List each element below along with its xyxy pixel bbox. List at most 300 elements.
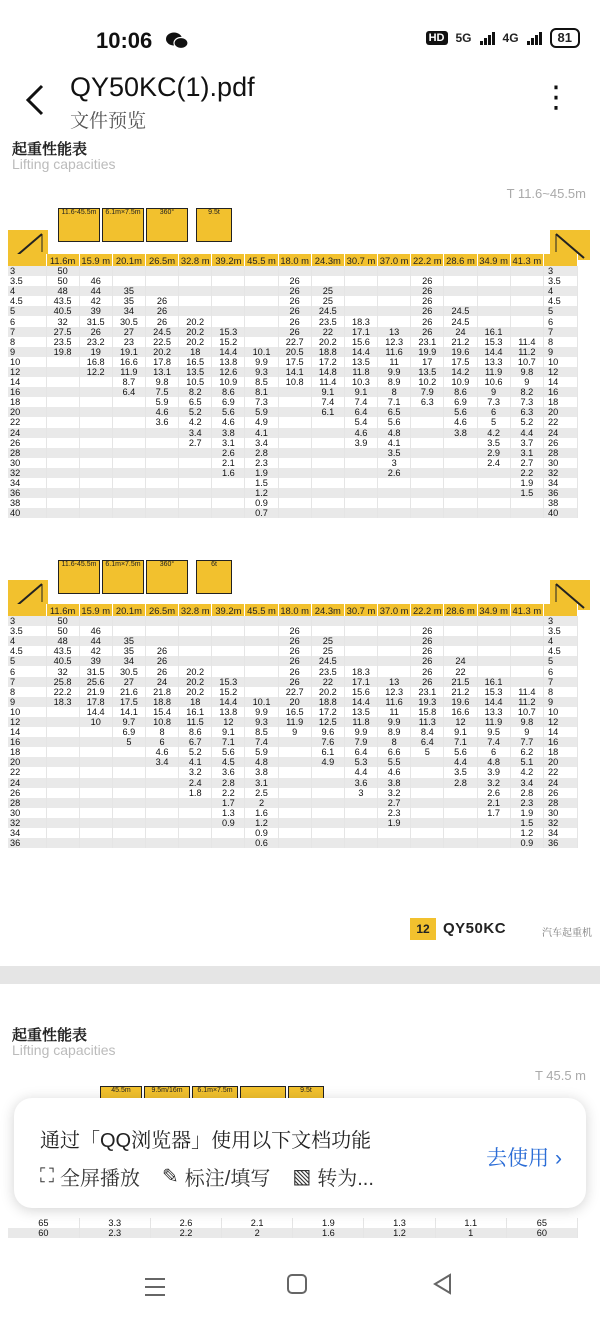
column-header: 11.6m	[46, 604, 79, 616]
capacity-cell: 26	[411, 276, 444, 286]
radius-cell: 10	[8, 707, 46, 717]
capacity-cell: 13.3	[477, 707, 510, 717]
capacity-cell	[444, 646, 477, 656]
capacity-cell	[378, 508, 411, 518]
table-row	[8, 616, 578, 626]
capacity-cell: 46	[79, 626, 112, 636]
radius-cell: 24	[544, 778, 578, 788]
capacity-cell: 14.4	[212, 347, 245, 357]
capacity-cell	[245, 677, 278, 687]
radius-cell: 24	[8, 428, 46, 438]
capacity-cell	[477, 636, 510, 646]
radius-cell: 3.5	[544, 276, 578, 286]
capacity-cell	[411, 616, 444, 626]
use-now-button[interactable]	[486, 1142, 562, 1172]
radius-cell: 16	[8, 387, 46, 397]
capacity-cell	[510, 276, 543, 286]
capacity-cell: 1.2	[364, 1228, 435, 1238]
capacity-cell: 7.4	[311, 397, 344, 407]
capacity-cell	[477, 468, 510, 478]
radius-cell: 18	[8, 397, 46, 407]
capacity-cell: 12.5	[311, 717, 344, 727]
capacity-cell	[278, 428, 311, 438]
radius-cell: 30	[8, 808, 46, 818]
radius-cell: 7	[8, 677, 46, 687]
capacity-cell: 7.4	[245, 737, 278, 747]
capacity-cell	[444, 276, 477, 286]
capacity-cell: 26	[278, 306, 311, 316]
capacity-cell: 15.2	[212, 687, 245, 697]
capacity-cell	[444, 636, 477, 646]
radius-cell: 34	[544, 828, 578, 838]
capacity-cell: 10.8	[145, 717, 178, 727]
capacity-cell: 1.5	[510, 818, 543, 828]
capacity-cell	[477, 828, 510, 838]
table-row	[8, 656, 578, 666]
radius-cell: 12	[8, 717, 46, 727]
annotate-label: 标注/填写	[184, 1168, 271, 1190]
capacity-cell: 8.5	[245, 727, 278, 737]
product-category: 汽车起重机	[542, 928, 592, 939]
radius-cell: 20	[544, 407, 578, 417]
capacity-cell: 10.9	[444, 377, 477, 387]
capacity-cell: 6	[477, 407, 510, 417]
capacity-cell	[311, 276, 344, 286]
capacity-cell: 9.9	[245, 357, 278, 367]
capacity-cell: 48	[46, 636, 79, 646]
capacity-cell: 21.2	[444, 687, 477, 697]
capacity-cell: 26	[278, 316, 311, 326]
capacity-cell: 4.6	[145, 407, 178, 417]
capacity-cell: 6.9	[212, 397, 245, 407]
outrigger-span-icon	[102, 560, 144, 594]
capacity-cell	[344, 798, 377, 808]
capacity-cell: 3.5	[444, 767, 477, 777]
capacity-cell: 17.5	[112, 697, 145, 707]
pdf-page-12	[0, 134, 600, 964]
capacity-cell: 26	[411, 677, 444, 687]
capacity-cell	[179, 478, 212, 488]
app-header	[0, 64, 600, 134]
convert-option[interactable]	[292, 1162, 374, 1191]
capacity-cell: 9.8	[145, 377, 178, 387]
table-row	[8, 296, 578, 306]
capacity-cell	[411, 757, 444, 767]
capacity-cell: 8	[145, 727, 178, 737]
document-viewer[interactable]	[0, 134, 600, 1260]
radius-cell: 28	[8, 448, 46, 458]
capacity-cell	[311, 818, 344, 828]
radius-cell: 22	[8, 767, 46, 777]
capacity-cell	[378, 266, 411, 276]
system-nav-bar	[0, 1260, 600, 1320]
capacity-cell: 44	[79, 286, 112, 296]
capacity-cell: 17.2	[311, 707, 344, 717]
capacity-cell	[46, 838, 79, 848]
radius-cell: 5	[8, 306, 46, 316]
capacity-cell: 2.2	[150, 1228, 221, 1238]
capacity-cell	[79, 428, 112, 438]
capacity-cell	[145, 778, 178, 788]
capacity-cell	[311, 417, 344, 427]
capacity-cell: 11.3	[411, 717, 444, 727]
capacity-cell	[278, 818, 311, 828]
capacity-cell: 20.5	[278, 347, 311, 357]
capacity-cell: 6.1	[311, 747, 344, 757]
capacity-cell	[245, 327, 278, 337]
radius-cell: 38	[8, 498, 46, 508]
capacity-cell	[510, 316, 543, 326]
capacity-cell: 26	[411, 646, 444, 656]
capacity-cell	[112, 448, 145, 458]
capacity-cell: 25	[311, 286, 344, 296]
capacity-cell	[344, 616, 377, 626]
capacity-cell	[510, 677, 543, 687]
table-row	[8, 347, 578, 357]
capacity-cell	[477, 498, 510, 508]
capacity-cell: 20.2	[311, 337, 344, 347]
capacity-cell: 5.4	[344, 417, 377, 427]
capacity-cell	[79, 488, 112, 498]
table-row	[8, 377, 578, 387]
capacity-cell	[411, 767, 444, 777]
capacity-cell: 5.6	[444, 407, 477, 417]
capacity-cell: 4.1	[245, 428, 278, 438]
capacity-cell: 10.1	[245, 347, 278, 357]
cond-label: 360°	[159, 209, 175, 216]
capacity-cell	[112, 767, 145, 777]
capacity-cell	[444, 828, 477, 838]
capacity-cell	[145, 458, 178, 468]
capacity-cell: 13	[378, 327, 411, 337]
cond-label: 6.1m×7.5m	[197, 1087, 233, 1094]
capacity-cell: 15.2	[212, 337, 245, 347]
column-header: 18.0 m	[278, 254, 311, 266]
capacity-cell	[344, 646, 377, 656]
capacity-cell	[378, 656, 411, 666]
capacity-cell: 23.5	[311, 316, 344, 326]
capacity-cell: 7.5	[145, 387, 178, 397]
capacity-cell	[46, 488, 79, 498]
capacity-cell	[245, 626, 278, 636]
capacity-cell	[112, 468, 145, 478]
capacity-cell: 10	[79, 717, 112, 727]
capacity-cell: 2.7	[179, 438, 212, 448]
capacity-cell	[344, 626, 377, 636]
radius-cell: 8	[544, 337, 578, 347]
capacity-cell: 12.3	[378, 687, 411, 697]
capacity-cell: 2.4	[179, 778, 212, 788]
capacity-cell	[510, 306, 543, 316]
capacity-cell	[46, 448, 79, 458]
capacity-cell	[212, 488, 245, 498]
capacity-cell: 2.1	[477, 798, 510, 808]
capacity-cell: 9.1	[444, 727, 477, 737]
capacity-cell	[245, 306, 278, 316]
capacity-cell: 13.5	[179, 367, 212, 377]
radius-cell: 32	[544, 818, 578, 828]
capacity-cell: 3.5	[378, 448, 411, 458]
capacity-cell	[311, 478, 344, 488]
cond-label: 9.5t	[300, 1087, 312, 1094]
capacity-cell	[245, 296, 278, 306]
capacity-cell	[79, 407, 112, 417]
capacity-cell: 4.6	[378, 767, 411, 777]
radius-cell: 14	[544, 377, 578, 387]
back-arrow-icon[interactable]	[24, 82, 48, 118]
capacity-cell: 20	[278, 697, 311, 707]
radius-cell: 12	[544, 367, 578, 377]
radius-cell: 38	[544, 498, 578, 508]
capacity-cell	[46, 377, 79, 387]
boom-range: T 45.5 m	[534, 1068, 586, 1083]
capacity-cell: 31.5	[79, 316, 112, 326]
capacity-cell: 1	[435, 1228, 506, 1238]
capacity-cell: 3.6	[344, 778, 377, 788]
wechat-icon	[166, 32, 188, 50]
capacity-cell: 5	[411, 747, 444, 757]
capacity-cell: 26	[278, 666, 311, 676]
capacity-cell: 16.6	[444, 707, 477, 717]
capacity-cell: 14.4	[344, 697, 377, 707]
qq-browser-promo[interactable]	[14, 1098, 586, 1208]
capacity-cell	[311, 626, 344, 636]
capacity-cell	[112, 757, 145, 767]
table-row	[8, 677, 578, 687]
capacity-cell: 14.4	[477, 347, 510, 357]
capacity-cell	[112, 428, 145, 438]
capacity-cell	[79, 818, 112, 828]
capacity-cell	[444, 508, 477, 518]
capacity-cell: 18	[179, 347, 212, 357]
radius-cell: 28	[8, 798, 46, 808]
capacity-cell: 1.2	[510, 828, 543, 838]
capacity-cell	[278, 448, 311, 458]
capacity-cell: 11.8	[344, 717, 377, 727]
capacity-cell	[477, 286, 510, 296]
capacity-cell: 21.5	[444, 677, 477, 687]
capacity-cell: 7.3	[477, 397, 510, 407]
capacity-cell: 40.5	[46, 656, 79, 666]
capacity-cell: 21.9	[79, 687, 112, 697]
capacity-cell: 13.5	[411, 367, 444, 377]
lifting-table-2	[8, 604, 578, 848]
boom-length-icon	[58, 560, 100, 594]
capacity-cell	[245, 276, 278, 286]
cond-label: 6.1m×7.5m	[105, 561, 141, 568]
table-row	[8, 636, 578, 646]
capacity-cell: 11	[378, 357, 411, 367]
home-button[interactable]	[287, 1274, 307, 1294]
capacity-cell: 8.2	[179, 387, 212, 397]
capacity-cell	[477, 666, 510, 676]
capacity-cell: 9.8	[510, 367, 543, 377]
capacity-cell: 2.8	[245, 448, 278, 458]
capacity-cell: 5	[112, 737, 145, 747]
capacity-cell	[79, 498, 112, 508]
capacity-cell: 22	[311, 677, 344, 687]
column-header: 41.3 m	[510, 254, 543, 266]
table-row	[8, 828, 578, 838]
radius-cell: 4.5	[8, 296, 46, 306]
capacity-cell: 26	[411, 626, 444, 636]
capacity-cell: 5.6	[212, 747, 245, 757]
radius-cell: 4	[8, 286, 46, 296]
capacity-cell: 2.8	[444, 778, 477, 788]
capacity-cell	[145, 286, 178, 296]
capacity-cell: 0.9	[510, 838, 543, 848]
capacity-cell: 35	[112, 296, 145, 306]
capacity-cell: 7.9	[411, 387, 444, 397]
capacity-cell	[510, 636, 543, 646]
capacity-cell: 24.5	[444, 316, 477, 326]
capacity-cell	[46, 397, 79, 407]
radius-cell: 4	[544, 286, 578, 296]
capacity-cell: 9.9	[378, 367, 411, 377]
capacity-cell	[212, 478, 245, 488]
table-row	[8, 687, 578, 697]
capacity-cell: 3.9	[344, 438, 377, 448]
capacity-cell	[311, 428, 344, 438]
capacity-cell	[245, 636, 278, 646]
capacity-cell: 7.1	[444, 737, 477, 747]
capacity-cell	[411, 828, 444, 838]
capacity-cell: 6.6	[378, 747, 411, 757]
capacity-cell: 5	[477, 417, 510, 427]
file-subtitle: 文件预览	[70, 111, 147, 132]
radius-cell: 36	[544, 838, 578, 848]
capacity-cell: 8.6	[444, 387, 477, 397]
capacity-cell: 6.9	[112, 727, 145, 737]
column-header: 34.9 m	[477, 604, 510, 616]
radius-cell: 14	[544, 727, 578, 737]
capacity-cell	[245, 666, 278, 676]
capacity-cell: 13.3	[477, 357, 510, 367]
capacity-cell: 2.1	[222, 1218, 293, 1228]
table-row	[8, 697, 578, 707]
capacity-cell: 50	[46, 266, 79, 276]
capacity-cell	[510, 286, 543, 296]
capacity-cell	[79, 478, 112, 488]
capacity-cell: 10.2	[411, 377, 444, 387]
capacity-cell: 0.6	[245, 838, 278, 848]
capacity-cell	[145, 828, 178, 838]
capacity-cell: 1.5	[245, 478, 278, 488]
table-row	[8, 397, 578, 407]
capacity-cell	[79, 788, 112, 798]
capacity-cell	[245, 286, 278, 296]
radius-cell: 34	[8, 478, 46, 488]
radius-cell: 12	[544, 717, 578, 727]
capacity-cell: 26	[411, 296, 444, 306]
capacity-cell	[411, 478, 444, 488]
fullscreen-option[interactable]	[40, 1162, 140, 1191]
annotate-option[interactable]	[162, 1162, 270, 1191]
capacity-cell	[311, 798, 344, 808]
capacity-cell: 9.1	[311, 387, 344, 397]
lifting-table-3	[8, 1218, 578, 1238]
capacity-cell	[79, 737, 112, 747]
radius-cell: 4.5	[544, 646, 578, 656]
capacity-cell: 2.6	[150, 1218, 221, 1228]
capacity-cell: 16.5	[278, 707, 311, 717]
capacity-cell: 12	[212, 717, 245, 727]
capacity-cell: 13.8	[212, 707, 245, 717]
capacity-cell: 1.7	[212, 798, 245, 808]
capacity-cell: 15.3	[212, 677, 245, 687]
capacity-cell: 42	[79, 296, 112, 306]
capacity-cell	[179, 458, 212, 468]
back-triangle-icon[interactable]	[432, 1272, 454, 1296]
capacity-cell: 6.3	[510, 407, 543, 417]
table-row	[8, 707, 578, 717]
capacity-cell	[477, 626, 510, 636]
capacity-cell: 4.9	[245, 417, 278, 427]
capacity-cell: 2.6	[477, 788, 510, 798]
capacity-cell: 3.3	[79, 1218, 150, 1228]
radius-cell: 34	[544, 478, 578, 488]
more-menu-icon[interactable]: ⋮	[541, 81, 574, 114]
capacity-cell: 46	[79, 276, 112, 286]
rotation-icon	[146, 560, 188, 594]
radius-cell: 5	[544, 306, 578, 316]
radius-cell: 14	[8, 377, 46, 387]
capacity-cell: 3.4	[179, 428, 212, 438]
capacity-cell: 16.1	[477, 677, 510, 687]
capacity-cell	[278, 828, 311, 838]
table-row	[8, 498, 578, 508]
capacity-cell	[245, 316, 278, 326]
capacity-cell: 3.1	[510, 448, 543, 458]
capacity-cell: 13.5	[344, 707, 377, 717]
capacity-cell: 1.7	[477, 808, 510, 818]
capacity-cell: 50	[46, 626, 79, 636]
radius-cell: 4.5	[544, 296, 578, 306]
capacity-cell: 26	[278, 626, 311, 636]
capacity-cell	[145, 276, 178, 286]
capacity-cell	[79, 266, 112, 276]
capacity-cell: 26	[278, 677, 311, 687]
recent-apps-button[interactable]	[145, 1278, 165, 1302]
capacity-cell: 16.1	[179, 707, 212, 717]
radius-cell: 4	[8, 636, 46, 646]
capacity-cell	[344, 508, 377, 518]
capacity-cell	[278, 458, 311, 468]
capacity-cell	[311, 616, 344, 626]
capacity-cell	[145, 798, 178, 808]
capacity-cell	[245, 646, 278, 656]
radius-cell: 9	[544, 697, 578, 707]
capacity-cell: 10.8	[278, 377, 311, 387]
capacity-cell: 1.6	[293, 1228, 364, 1238]
image-icon: ▧	[292, 1166, 312, 1188]
capacity-cell: 5.2	[179, 407, 212, 417]
capacity-cell: 16.6	[112, 357, 145, 367]
capacity-cell: 11.5	[179, 717, 212, 727]
capacity-cell: 3.8	[212, 428, 245, 438]
capacity-cell: 26	[278, 286, 311, 296]
capacity-cell: 6.5	[179, 397, 212, 407]
promo-text: 通过「QQ浏览器」使用以下文档功能	[40, 1130, 372, 1152]
capacity-cell	[344, 448, 377, 458]
capacity-cell: 10.1	[245, 697, 278, 707]
capacity-cell: 26	[278, 296, 311, 306]
capacity-cell: 27	[112, 677, 145, 687]
capacity-cell: 3	[344, 788, 377, 798]
capacity-cell	[311, 767, 344, 777]
table-row	[8, 488, 578, 498]
capacity-cell	[112, 438, 145, 448]
